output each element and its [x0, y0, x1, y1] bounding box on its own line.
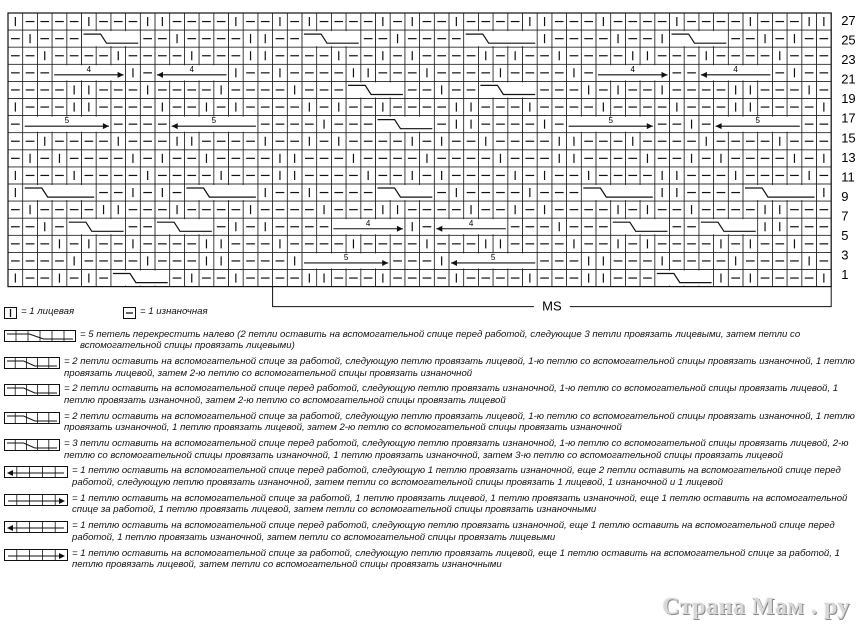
cable-cross-0-bg — [83, 31, 140, 46]
cable-cross-11-bg — [744, 185, 816, 200]
cable-number-label: 5 — [64, 116, 70, 126]
cable-cross-1-bg — [303, 31, 360, 46]
cable-number-label: 5 — [490, 252, 496, 262]
legend-item — [4, 329, 856, 352]
row-number-label: 21 — [841, 71, 856, 87]
4-left-arrow-icon — [4, 521, 68, 537]
row-number-label: 17 — [841, 110, 856, 126]
knit-stitch-icon — [4, 307, 17, 323]
cable-cross-2-bg — [465, 31, 537, 46]
cable-cross-4-bg — [347, 82, 404, 97]
cable-cross-13-bg — [156, 219, 213, 234]
legend-item-text: = 3 петли оставить на вспомогательной спице перед работой, следующую петлю провязать изнаночной, 1-ю петлю со вспомогательной спицы провязать лицевой, 2-ю петлю со вспомогательной спицы провязать изнаночной, 1 петлю провязать изнаночной, затем 3-ю петлю со вспомогательной спицы провязать лицевой — [64, 438, 849, 461]
3-st-left-cross-purl-center-icon — [4, 384, 60, 400]
5-st-cross-purl-icon — [4, 439, 60, 455]
legend-item-text: = 5 петель перекрестить налево (2 петли оставить на вспомогательной спице перед работой, следующие 3 петли провязать лицевыми, затем петли со вспомогательной спицы провязать лицевыми) — [80, 328, 801, 352]
cable-number-label: 5 — [343, 252, 349, 262]
legend-item — [4, 493, 856, 516]
row-number-label: 5 — [841, 227, 849, 243]
cable-number-label: 5 — [608, 116, 613, 126]
row-number-label: 19 — [841, 91, 856, 107]
cable-cross-12-bg — [68, 219, 125, 234]
cable-cross-9-bg — [377, 185, 434, 200]
cable-cross-7-bg — [24, 185, 96, 200]
legend-item — [4, 548, 856, 571]
row-number-label: 3 — [841, 247, 849, 263]
row-number-label: 15 — [841, 130, 856, 146]
cable-number-label: 5 — [755, 116, 760, 126]
purl-stitch-icon — [123, 307, 136, 323]
cable-number-label: 4 — [468, 218, 474, 228]
cable-cross-6-bg — [377, 117, 434, 132]
cable-cross-8-bg — [185, 185, 257, 200]
repeat-label: MS — [542, 298, 562, 314]
legend-item — [4, 411, 856, 434]
legend-item-text: = 1 петлю оставить на вспомогательной спице перед работой, следующую 1 петлю провязать изнаночной, еще 2 петли оставить на вспомогательной спице перед работой, следующую петлю провязать изнаночной, затем петли со вспомогательной спицы провязать 1 лицевой, 1 изнаночной и 1 лицевой — [72, 465, 841, 489]
cable-number-label: 5 — [211, 116, 217, 126]
cable-cross-14-bg — [612, 219, 669, 234]
cable-cross-17-bg — [656, 271, 713, 286]
cable-number-label: 4 — [365, 218, 371, 228]
legend-item — [4, 465, 856, 488]
legend-item-text: = 1 петлю оставить на вспомогательной спице перед работой, следующую петлю провязать изнаночной, еще 1 петлю оставить на вспомогательной спице перед работой, 1 петлю провязать изнаночной, затем петли со вспомогательной спицы провязать лицевыми — [72, 520, 835, 543]
cable-number-label: 4 — [189, 64, 194, 74]
5-st-left-cross-icon — [4, 330, 76, 346]
legend-item — [4, 356, 856, 379]
legend-item-text: = 1 петлю оставить на вспомогательной спице за работой, 1 петлю провязать лицевой, 1 петлю провязать изнаночной, еще 1 петлю оставить на вспомогательной спице за работой, 1 петлю провязать лицевой, затем петли со вспомогательной спицы провязать изнаночными — [72, 492, 848, 516]
row-number-label: 27 — [841, 13, 856, 28]
cable-number-label: 4 — [86, 64, 92, 74]
cable-cross-16-bg — [112, 271, 169, 286]
legend-purl-label: = 1 изнаночная — [140, 306, 208, 317]
cable-number-label: 4 — [630, 64, 635, 74]
cable-cross-15-bg — [700, 219, 757, 234]
legend-basic-row — [4, 306, 856, 323]
legend-item-text: = 1 петлю оставить на вспомогательной спице за работой, следующую петлю провязать лицевой, еще 1 петлю оставить на вспомогательной спице за работой, 1 петлю провязать лицевой, затем петли со вспомогательной спицы провязать изнаночными — [72, 547, 840, 571]
legend-item-text: = 2 петли оставить на вспомогательной спице перед работой, следующую петлю провязать изнаночной, 1-ю петлю со вспомогательной спицы провязать лицевой, 1 петлю провязать изнаночной, затем 2-ю петлю со вспомогательной спицы провязать лицевой — [64, 383, 839, 406]
legend-item — [4, 520, 856, 543]
5-left-arrow-icon — [4, 466, 68, 482]
legend-item — [4, 438, 856, 461]
row-number-label: 9 — [841, 188, 849, 204]
legend-item-text: = 2 петли оставить на вспомогательной спице за работой, следующую петлю провязать лицевой, 1-ю петлю со вспомогательной спицы провязать изнаночной, 1 петлю провязать изнаночной, 1 петлю провязать лицевой, затем 2-ю петлю со вспомогательной спицы провязать изнаночной — [64, 410, 855, 434]
row-number-label: 25 — [841, 32, 856, 48]
3-st-right-cross-knit-center-icon — [4, 412, 60, 428]
legend-item-text: = 2 петли оставить на вспомогательной спице за работой, следующую петлю провязать лицевой, 1-ю петлю со вспомогательной спицы провязать изнаночной, 1 петлю провязать лицевой, затем 2-ю петлю со вспомогательной спицы провязать изнаночной — [64, 355, 855, 379]
row-number-label: 13 — [841, 149, 856, 165]
cable-cross-3-bg — [671, 31, 728, 46]
watermark-logo: Страна Мам . ру — [662, 594, 850, 620]
5-right-arrow-icon — [4, 494, 68, 510]
row-number-label: 23 — [841, 52, 856, 68]
4-right-arrow-icon — [4, 549, 68, 565]
row-number-label: 11 — [841, 169, 855, 185]
legend-knit-label: = 1 лицевая — [21, 306, 75, 317]
3-st-right-cross-purl-center-icon — [4, 357, 60, 373]
cable-number-label: 4 — [733, 64, 738, 74]
row-number-label: 1 — [841, 267, 849, 283]
cable-cross-5-bg — [479, 82, 536, 97]
legend-items — [4, 329, 856, 571]
cable-cross-10-bg — [582, 185, 654, 200]
row-number-label: 7 — [841, 208, 849, 224]
legend-item — [4, 383, 856, 406]
legend — [4, 306, 856, 575]
